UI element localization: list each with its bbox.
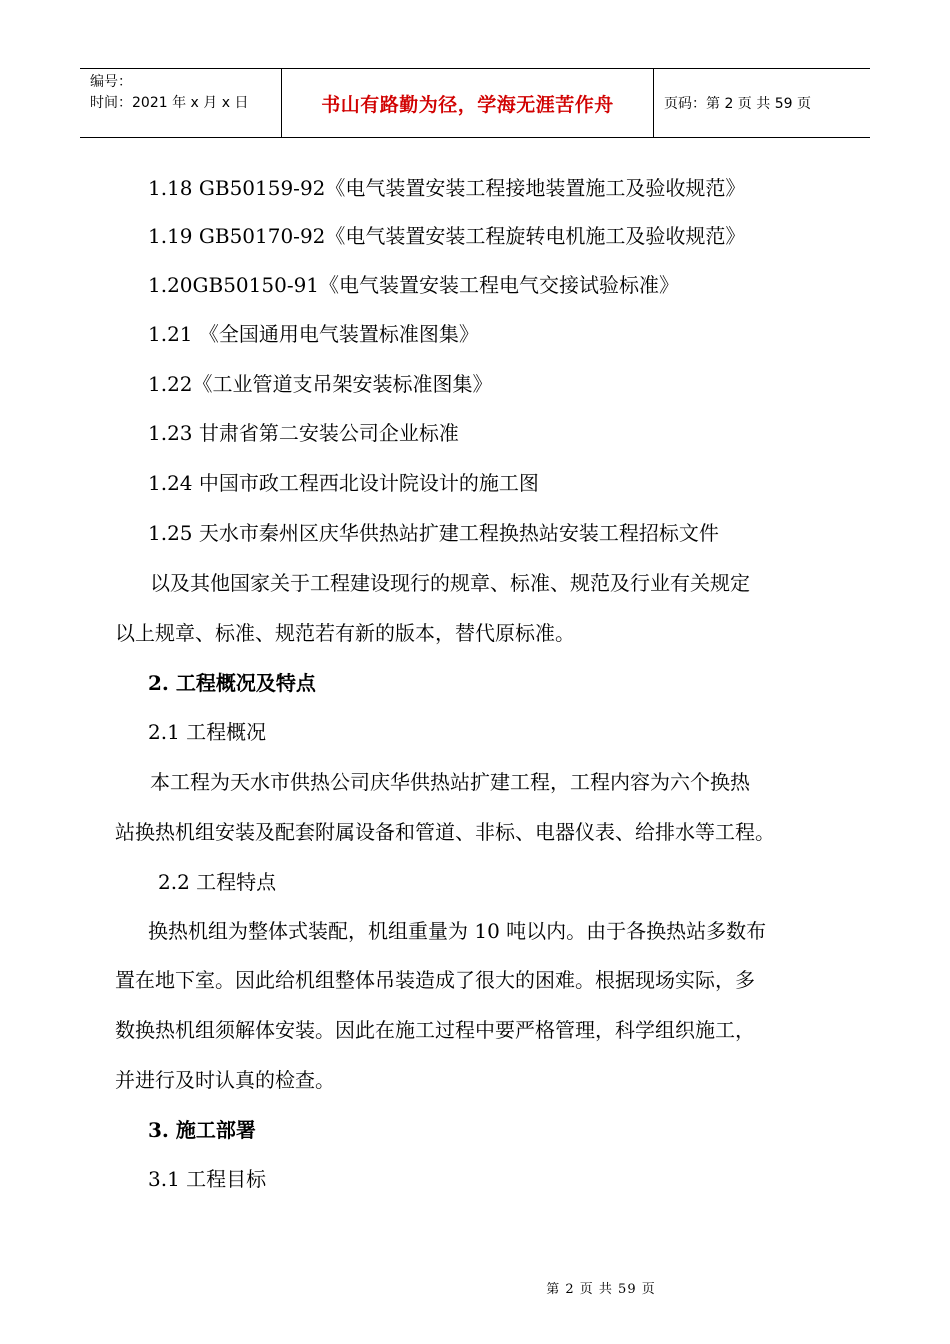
page-footer [0,1278,950,1297]
text-line: 数换热机组须解体安装。因此在施工过程中要严格管理，科学组织施工， [115,1018,755,1042]
text-line: 1.24 中国市政工程西北设计院设计的施工图 [148,471,539,495]
text-line: 1.23 甘肃省第二安装公司企业标准 [148,421,459,445]
text-line: 换热机组为整体式装配，机组重量为 10 吨以内。由于各换热站多数布 [148,919,767,943]
text-line: 置在地下室。因此给机组整体吊装造成了很大的困难。根据现场实际，多 [115,968,755,992]
text-line: 1.22《工业管道支吊架安装标准图集》 [148,372,493,396]
text-line: 以及其他国家关于工程建设现行的规章、标准、规范及行业有关规定 [150,571,750,595]
header-motto: 书山有路勤为径，学海无涯苦作舟 [282,69,654,137]
footer-page-number: 第 2 页 共 59 页 [546,1282,656,1297]
text-line: 1.18 GB50159-92《电气装置安装工程接地装置施工及验收规范》 [148,176,746,200]
text-line: 1.25 天水市秦州区庆华供热站扩建工程换热站安装工程招标文件 [148,521,719,545]
text-line: 本工程为天水市供热公司庆华供热站扩建工程，工程内容为六个换热 [150,770,750,794]
text-line: 1.21 《全国通用电气装置标准图集》 [148,322,479,346]
subsection-heading: 2.1 工程概况 [148,720,267,744]
section-heading: 3. 施工部署 [148,1118,256,1142]
document-number-label: 编号： [90,74,132,90]
text-line: 1.19 GB50170-92《电气装置安装工程旋转电机施工及验收规范》 [148,224,746,248]
text-line: 并进行及时认真的检查。 [115,1068,335,1092]
header-page-info: 页码：第 2 页 共 59 页 [664,96,811,112]
document-time-label: 时间：2021 年 x 月 x 日 [90,95,249,111]
subsection-heading: 3.1 工程目标 [148,1167,267,1191]
text-line: 以上规章、标准、规范若有新的版本，替代原标准。 [115,621,575,645]
document-header [80,68,870,138]
text-line: 站换热机组安装及配套附属设备和管道、非标、电器仪表、给排水等工程。 [115,820,775,844]
section-heading: 2. 工程概况及特点 [148,671,316,695]
header-meta [80,69,282,137]
text-line: 1.20GB50150-91《电气装置安装工程电气交接试验标准》 [148,273,680,297]
subsection-heading: 2.2 工程特点 [158,870,277,894]
